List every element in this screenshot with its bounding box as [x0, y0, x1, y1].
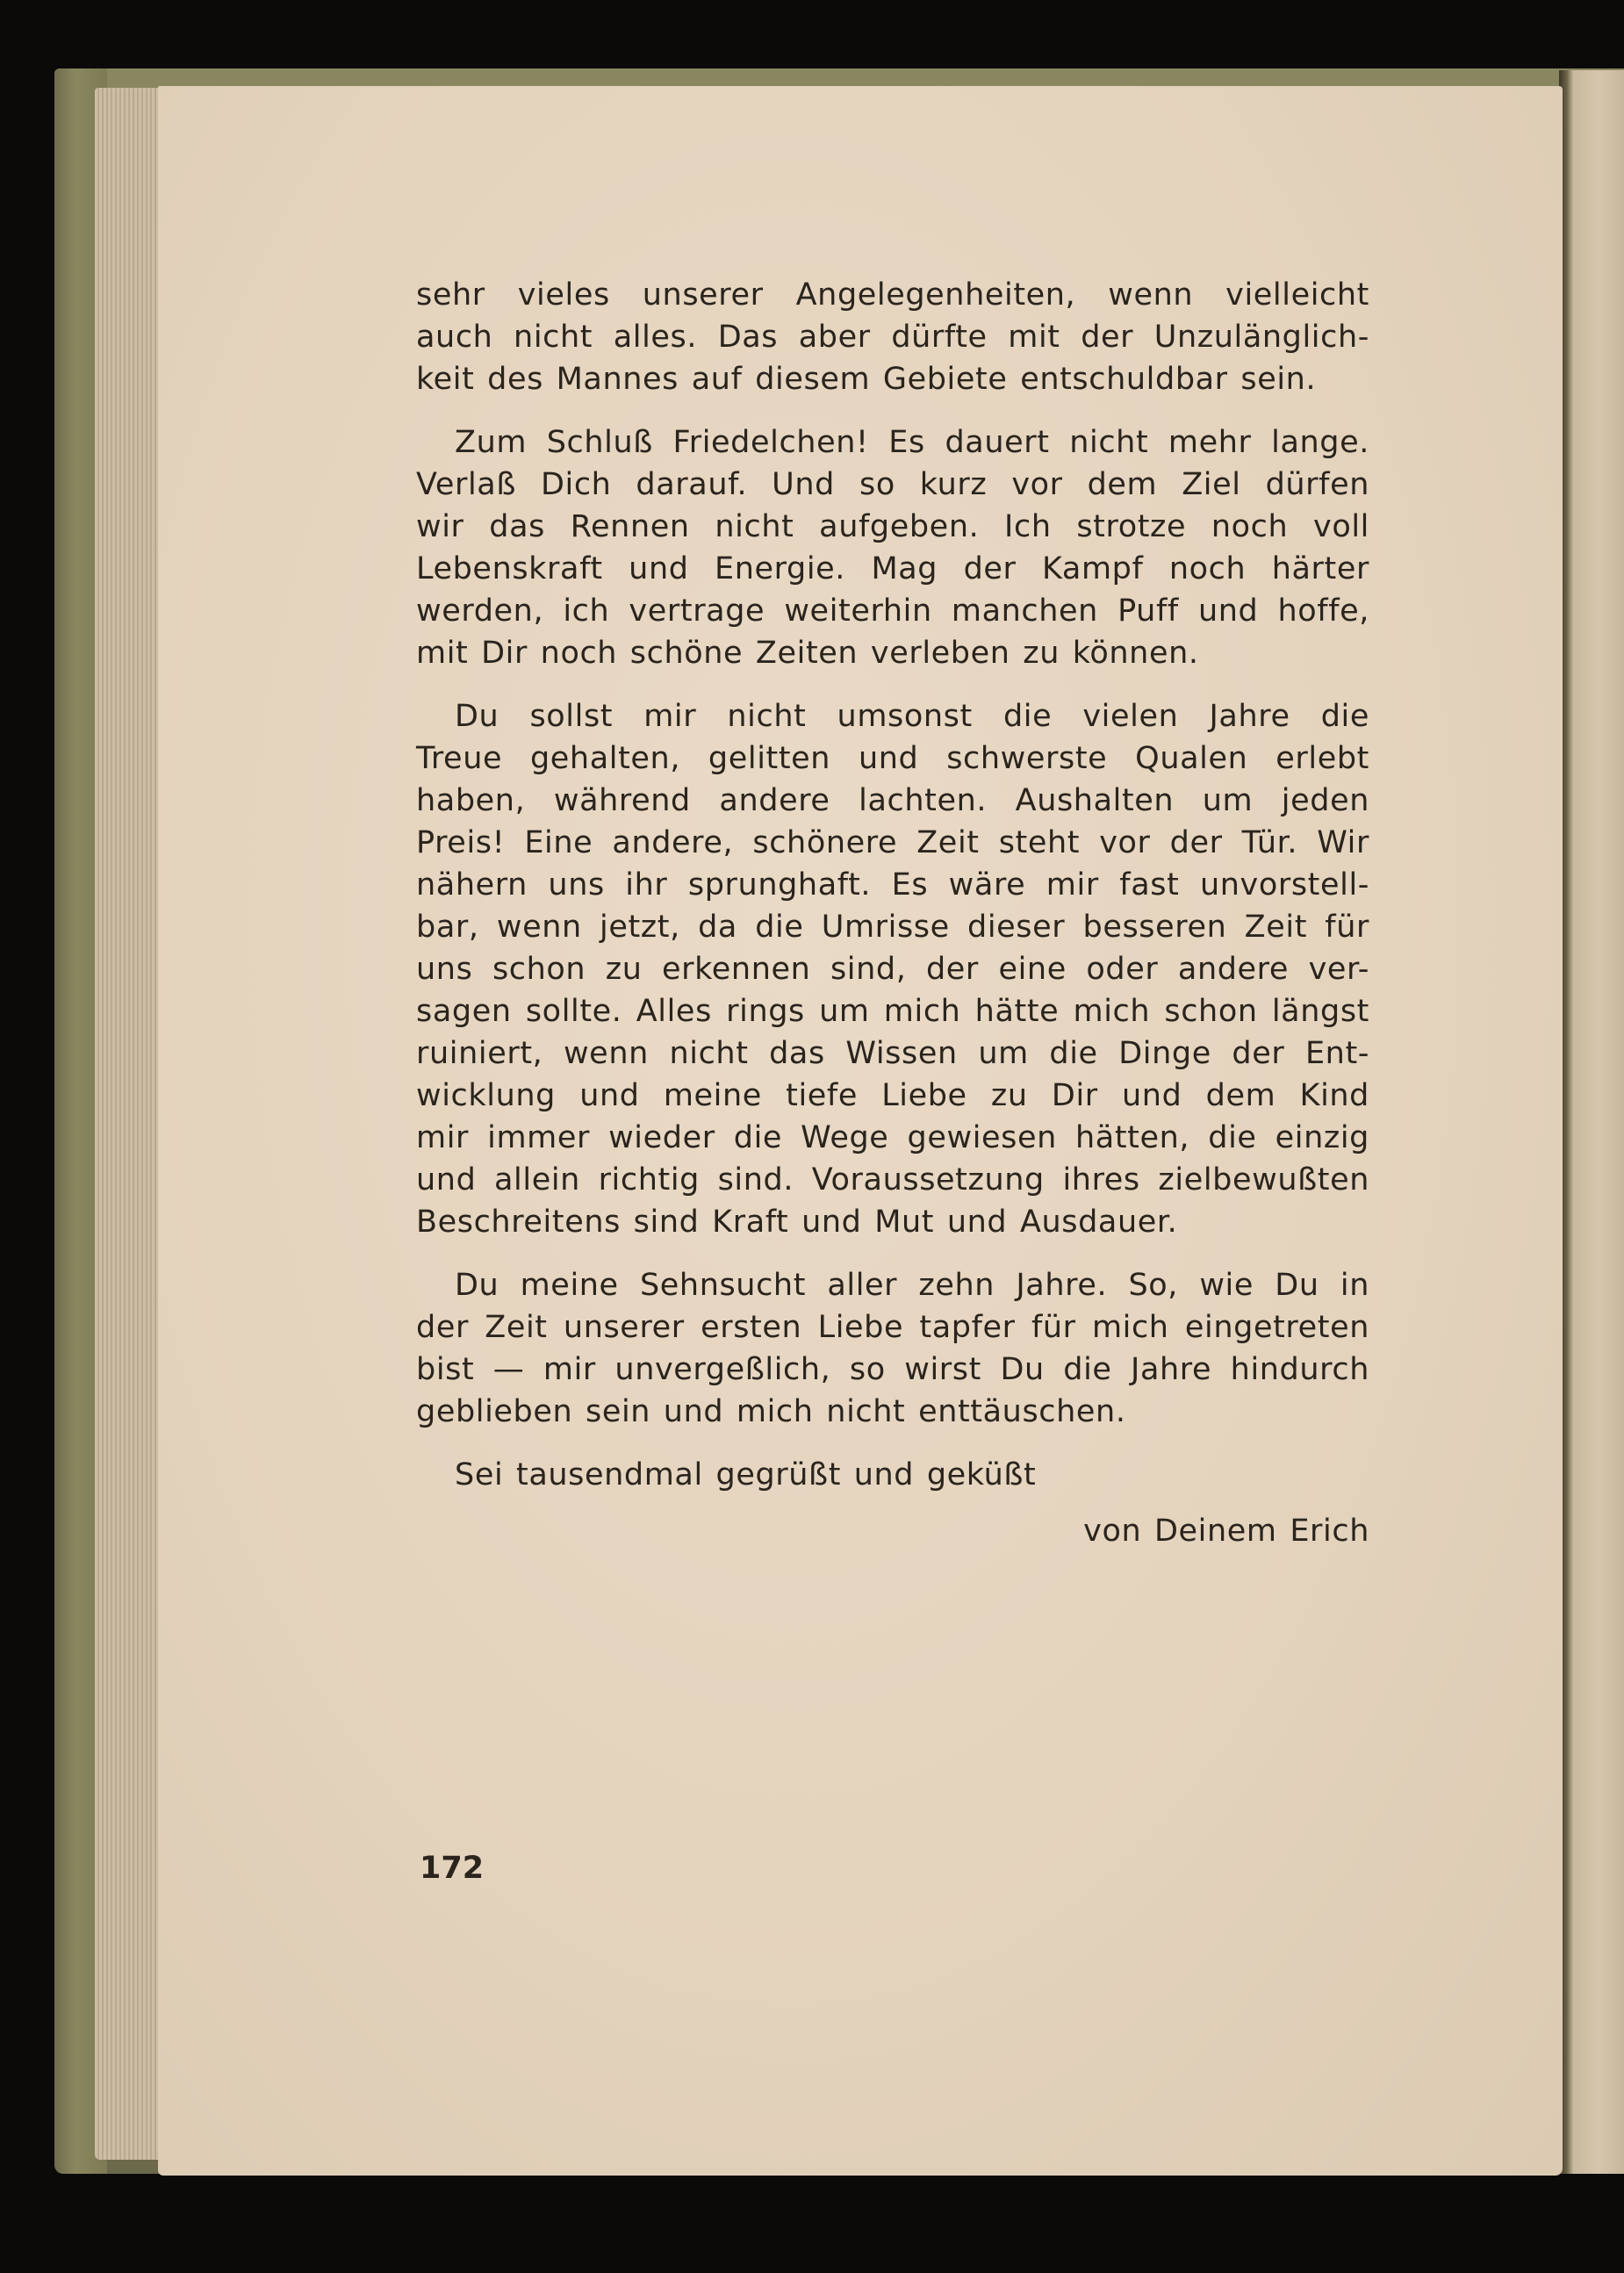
text-line: wir das Rennen nicht aufgeben. Ich strotze noch voll [416, 509, 1369, 544]
closing-text: Sei tausendmal gegrüßt und geküßt [455, 1457, 1037, 1493]
text-line: mit Dir noch schöne Zeiten verleben zu können. [416, 636, 1199, 671]
text-line: mir immer wieder die Wege gewiesen hätten, die einzig [416, 1120, 1369, 1155]
closing-line [416, 1454, 1369, 1496]
signature: von Deinem Erich [1083, 1514, 1369, 1549]
text-line: geblieben sein und mich nicht enttäuschen. [416, 1394, 1126, 1429]
letter-text [416, 274, 1369, 1552]
text-line: Treue gehalten, gelitten und schwerste Qualen erlebt [416, 741, 1369, 776]
text-line: Du sollst mir nicht umsonst die vielen Jahre die [455, 699, 1369, 734]
text-line: uns schon zu erkennen sind, der eine oder andere ver- [416, 952, 1369, 987]
paragraph [416, 1264, 1369, 1433]
text-line: sehr vieles unserer Angelegenheiten, wenn vielleicht [416, 277, 1369, 313]
facing-page-edge [1559, 70, 1624, 2174]
text-line: und allein richtig sind. Voraussetzung ihres zielbewußten [416, 1162, 1369, 1198]
text-line: sagen sollte. Alles rings um mich hätte mich schon längst [416, 994, 1369, 1029]
text-line: Lebenskraft und Energie. Mag der Kampf noch härter [416, 551, 1369, 586]
text-line: der Zeit unserer ersten Liebe tapfer für mich eingetreten [416, 1310, 1369, 1345]
text-line: Verlaß Dich darauf. Und so kurz vor dem Ziel dürfen [416, 467, 1369, 502]
text-line: bar, wenn jetzt, da die Umrisse dieser besseren Zeit für [416, 910, 1369, 945]
text-line: Beschreitens sind Kraft und Mut und Ausdauer. [416, 1205, 1178, 1240]
text-line: keit des Mannes auf diesem Gebiete entschuldbar sein. [416, 362, 1317, 397]
paragraph [416, 274, 1369, 400]
text-line: Du meine Sehnsucht aller zehn Jahre. So, wie Du in [455, 1268, 1369, 1303]
paragraph [416, 421, 1369, 674]
text-line: Preis! Eine andere, schönere Zeit steht vor der Tür. Wir [416, 825, 1369, 860]
text-line: wicklung und meine tiefe Liebe zu Dir und dem Kind [416, 1078, 1369, 1113]
text-line: Zum Schluß Friedelchen! Es dauert nicht mehr lange. [455, 425, 1369, 460]
text-line: ruiniert, wenn nicht das Wissen um die Dinge der Ent- [416, 1036, 1369, 1071]
page-number: 172 [420, 1851, 485, 1886]
text-line: bist — mir unvergeßlich, so wirst Du die Jahre hindurch [416, 1352, 1369, 1387]
text-line: werden, ich vertrage weiterhin manchen Puff und hoffe, [416, 593, 1369, 629]
paragraph [416, 695, 1369, 1243]
text-line: auch nicht alles. Das aber dürfte mit der Unzulänglich- [416, 320, 1369, 355]
text-line: nähern uns ihr sprunghaft. Es wäre mir fast unvorstell- [416, 867, 1369, 903]
text-line: haben, während andere lachten. Aushalten um jeden [416, 783, 1369, 818]
